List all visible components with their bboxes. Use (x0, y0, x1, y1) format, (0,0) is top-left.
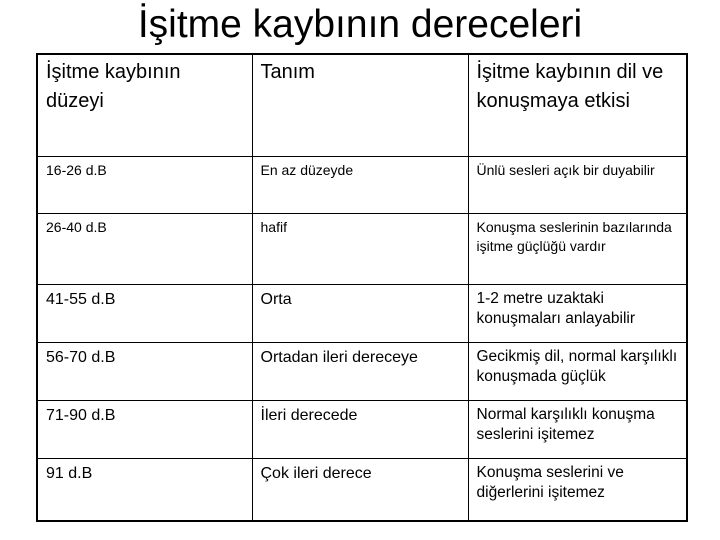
cell-effect: Ünlü sesleri açık bir duyabilir (468, 157, 687, 214)
cell-effect: 1-2 metre uzaktaki konuşmaları anlayabilir (468, 285, 687, 343)
header-cell-level: İşitme kaybının düzeyi (37, 54, 252, 157)
header-cell-effect: İşitme kaybının dil ve konuşmaya etkisi (468, 54, 687, 157)
cell-level: 41-55 d.B (37, 285, 252, 343)
header-cell-definition: Tanım (252, 54, 468, 157)
cell-level: 56-70 d.B (37, 343, 252, 401)
cell-level: 16-26 d.B (37, 157, 252, 214)
cell-definition: Çok ileri derece (252, 459, 468, 522)
cell-definition: En az düzeyde (252, 157, 468, 214)
cell-definition: Ortadan ileri dereceye (252, 343, 468, 401)
cell-effect: Normal karşılıklı konuşma seslerini işitemez (468, 401, 687, 459)
cell-definition: hafif (252, 214, 468, 285)
cell-level: 71-90 d.B (37, 401, 252, 459)
cell-level: 26-40 d.B (37, 214, 252, 285)
table-row (37, 214, 687, 285)
table-row (37, 401, 687, 459)
table-row (37, 285, 687, 343)
table-header-row (37, 54, 687, 157)
table-row (37, 459, 687, 522)
cell-definition: İleri derecede (252, 401, 468, 459)
table-row (37, 343, 687, 401)
cell-level: 91 d.B (37, 459, 252, 522)
cell-effect: Gecikmiş dil, normal karşılıklı konuşmada güçlük (468, 343, 687, 401)
cell-effect: Konuşma seslerinin bazılarında işitme güçlüğü vardır (468, 214, 687, 285)
page-title: İşitme kaybının dereceleri (137, 3, 583, 46)
cell-definition: Orta (252, 285, 468, 343)
table-row (37, 157, 687, 214)
cell-effect: Konuşma seslerini ve diğerlerini işitemez (468, 459, 687, 522)
hearing-loss-table (36, 53, 688, 522)
